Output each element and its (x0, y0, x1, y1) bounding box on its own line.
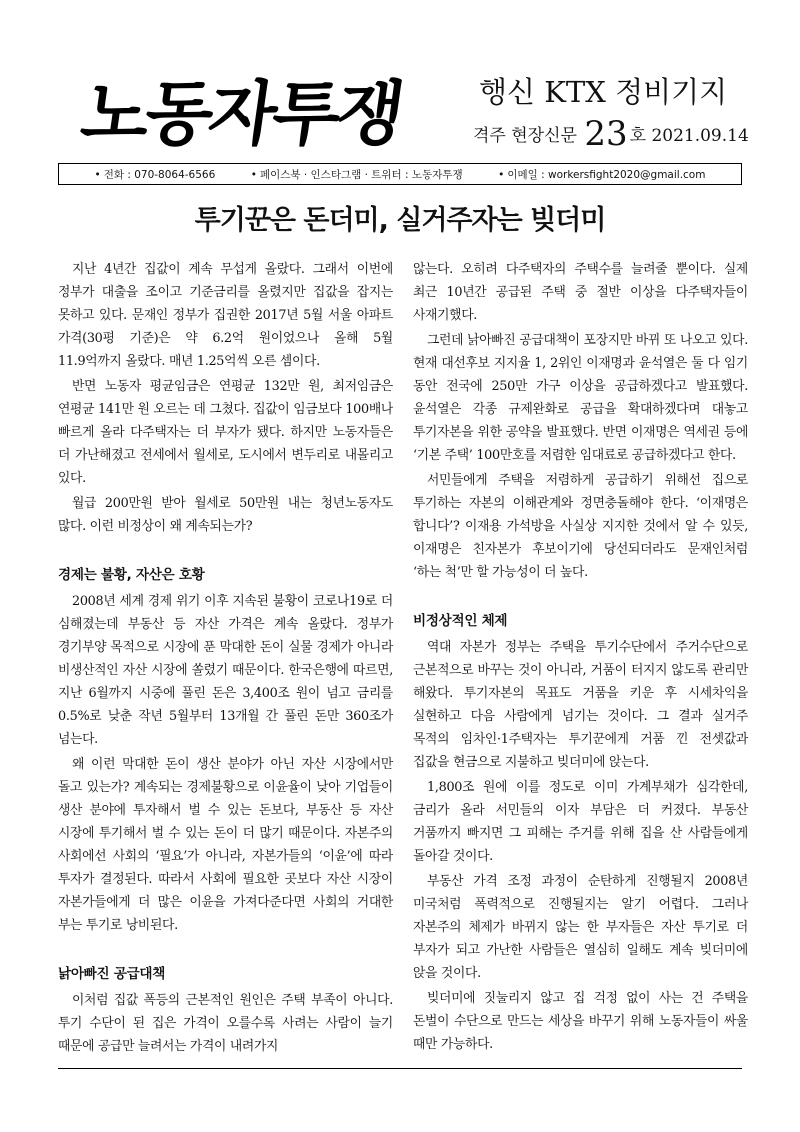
contact-email: • 이메일 : workersfight2020@gmail.com (498, 168, 706, 181)
article-paragraph: 부동산 가격 조정 과정이 순탄하게 진행될지 2008년 미국처럼 폭력적으로 진행될지는 알기 어렵다. 그러나 자본주의 체제가 바뀌지 않는 한 부자들은 자산 투기로 더 부자가 되고 가난한 사람들은 열심히 일해도 계속 빚더미에 앉을 것이다. (413, 874, 748, 981)
article-paragraph: 월급 200만원 받아 월세로 50만원 내는 청년노동자도 많다. 이런 비정상이 왜 계속되는가? (58, 496, 393, 534)
issue-prefix: 격주 현장신문 (473, 126, 577, 146)
edition-title: 행신 KTX 정비기지 (479, 75, 728, 109)
section-heading: 비정상적인 체제 (413, 613, 508, 629)
article-paragraph: 반면 노동자 평균임금은 연평균 132만 원, 최저임금은 연평균 141만 원 오르는 데 그쳤다. 집값이 임금보다 100배나 빠르게 올라 다주택자는 더 부자가 됐다. 하지만 노동자들은 더 가난해졌고 전세에서 월세로, 도시에서 변두리로 내몰리고 있다. (58, 379, 393, 486)
issue-suffix: 호 (629, 126, 647, 146)
article-column-left (58, 258, 393, 1060)
contact-phone: • 전화 : 070-8064-6566 (94, 168, 216, 181)
bottom-divider (58, 1068, 742, 1069)
article-paragraph: 이처럼 집값 폭등의 근본적인 원인은 주택 부족이 아니다. 투기 수단이 된 집은 가격이 오를수록 사려는 사람이 늘기 때문에 공급만 늘려서는 가격이 내려가지 (58, 993, 393, 1054)
contact-social: • 페이스북 · 인스타그램 · 트위터 : 노동자투쟁 (250, 168, 463, 181)
issue-number: 23 (584, 114, 628, 154)
article-paragraph: 역대 자본가 정부는 주택을 투기수단에서 주거수단으로 근본적으로 바꾸는 것이 아니라, 거품이 터지지 않도록 관리만 해왔다. 투기자본의 목표도 거품을 키운 후 시세차익을 실현하고 다음 사람에게 넘기는 것이다. 그 결과 실거주 목적의 임차인·1주택자는 투기꾼에게 거품 낀 전셋값과 집값을 현금으로 지불하고 빚더미에 앉는다. (413, 640, 748, 770)
newspaper-logo: 노동자투쟁 (76, 73, 406, 155)
article-paragraph: 빚더미에 짓눌리지 않고 집 걱정 없이 사는 건 주택을 돈벌이 수단으로 만드는 세상을 바꾸기 위해 노동자들이 싸울 때만 가능하다. (413, 991, 748, 1052)
section-heading: 낡아빠진 공급대책 (58, 966, 166, 982)
article-headline: 투기꾼은 돈더미, 실거주자는 빚더미 (194, 205, 606, 236)
article-paragraph: 1,800조 원에 이를 정도로 이미 가계부채가 심각한데, 금리가 올라 서민들의 이자 부담은 더 커졌다. 부동산 거품까지 빠지면 그 피해는 주거를 위해 집을 산 사람들에게 돌아갈 것이다. (413, 780, 748, 864)
article-paragraph: 서민들에게 주택을 저렴하게 공급하기 위해선 집으로 투기하는 자본의 이해관계와 정면충돌해야 한다. ‘이재명은 합니다’? 이재용 가석방을 사실상 지지한 것에서 알 수 있듯, 이재명은 친자본가 후보이기에 당선되더라도 문재인처럼 ‘하는 척’만 할 가능성이 더 높다. (413, 473, 748, 580)
article-paragraph: 지난 4년간 집값이 계속 무섭게 올랐다. 그래서 이번에 정부가 대출을 조이고 기준금리를 올렸지만 집값을 잡지는 못하고 있다. 문재인 정부가 집권한 2017년 5월 서울 아파트 가격(30평 기준)은 약 6.2억 원이었으나 올해 5월 11.9억까지 올랐다. 매년 1.25억씩 오른 셈이다. (58, 262, 393, 369)
article-column-right (413, 258, 748, 1058)
contact-info-bar (58, 163, 742, 185)
article-paragraph: 그런데 낡아빠진 공급대책이 포장지만 바뀌 또 나오고 있다. 현재 대선후보 지지율 1, 2위인 이재명과 윤석열은 둘 다 임기 동안 전국에 250만 가구 이상을 공급하겠다고 발표했다. 윤석열은 각종 규제완화로 공급을 확대하겠다며 대놓고 투기자본을 위한 공약을 발표했다. 반면 이재명은 역세권 등에 ‘기본 주택’ 100만호를 저렴한 임대료로 공급하겠다고 한다. (413, 333, 748, 463)
section-heading: 경제는 불황, 자산은 호황 (58, 567, 205, 583)
article-paragraph: 왜 이런 막대한 돈이 생산 분야가 아닌 자산 시장에서만 돌고 있는가? 계속되는 경제불황으로 이윤율이 낮아 기업들이 생산 분야에 투자해서 벌 수 있는 돈보다, 부동산 등 자산 시장에 투기해서 벌 수 있는 돈이 더 많기 때문이다. 자본주의 사회에선 사회의 ‘필요’가 아니라, 자본가들의 ‘이윤’에 따라 투자가 결정된다. 따라서 사회에 필요한 곳보다 자산 시장이 자본가들에게 더 많은 이윤을 가져다준다면 사회의 거대한 부는 투기로 낭비된다. (58, 757, 393, 933)
article-paragraph: 않는다. 오히려 다주택자의 주택수를 늘려줄 뿐이다. 실제 최근 10년간 공급된 주택 중 절반 이상을 다주택자들이 사재기했다. (413, 262, 748, 323)
issue-info (473, 114, 749, 154)
issue-date: 2021.09.14 (651, 126, 749, 146)
article-paragraph: 2008년 세계 경제 위기 이후 지속된 불황이 코로나19로 더 심해졌는데 부동산 등 자산 가격은 계속 올랐다. 정부가 경기부양 목적으로 시장에 푼 막대한 돈이 실물 경제가 아니라 비생산적인 자산 시장에 쏠렸기 때문이다. 한국은행에 따르면, 지난 6월까지 시중에 풀린 돈은 3,400조 원이 넘고 금리를 0.5%로 낮춘 작년 5월부터 13개월 간 풀린 돈만 360조가 넘는다. (58, 594, 393, 747)
